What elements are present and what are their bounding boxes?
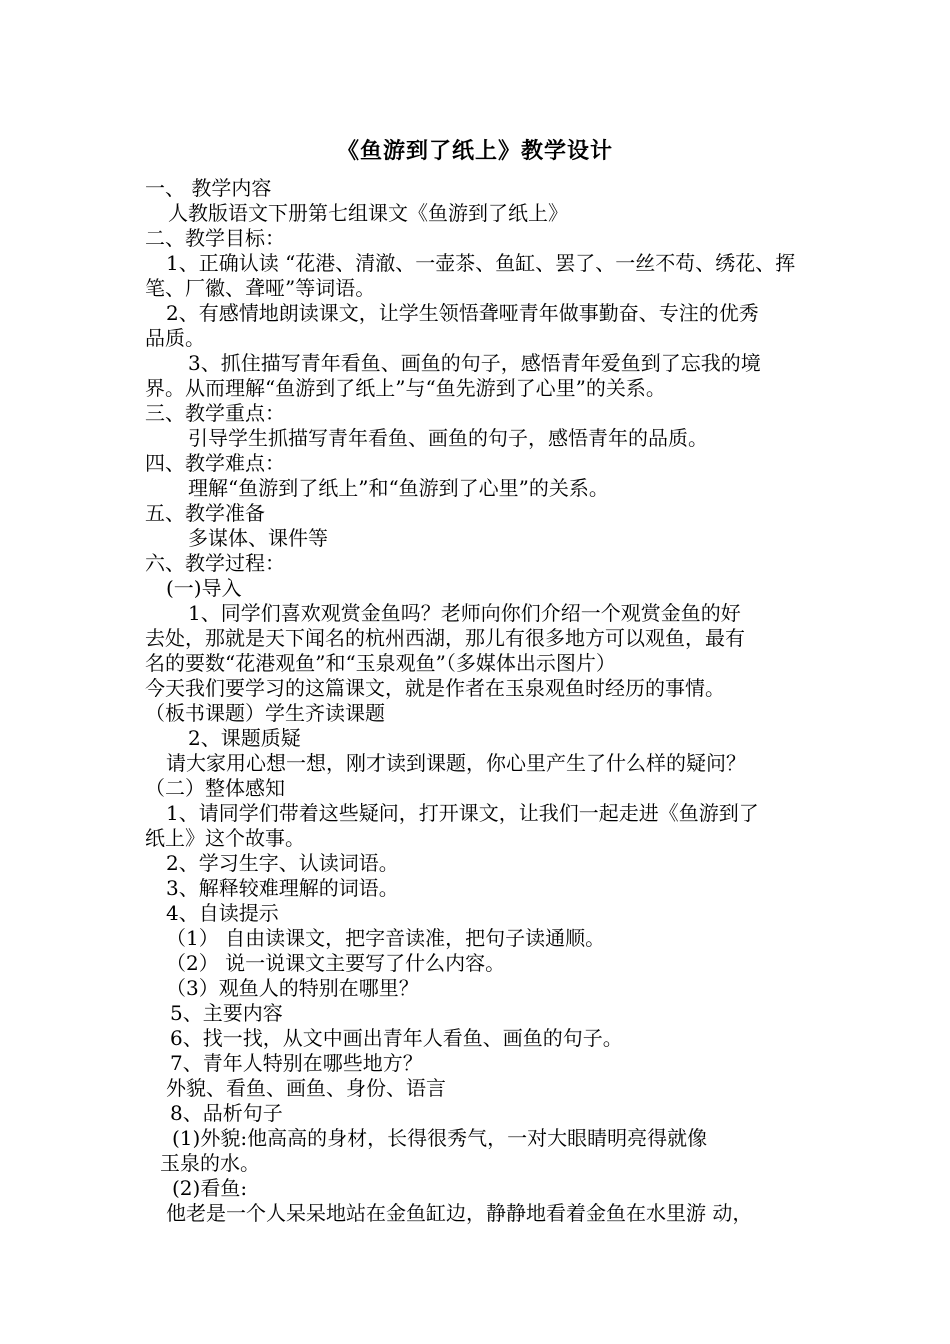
overall-item-2: 2、学习生字、认读词语。 <box>166 851 399 875</box>
section-heading-difficulties: 四、教学难点： <box>145 451 285 475</box>
section-heading-content: 一、 教学内容 <box>145 176 272 200</box>
intro-line-2: 去处，那就是天下闻名的杭州西湖，那儿有很多地方可以观鱼，最有 <box>145 626 745 650</box>
content-text: 人教版语文下册第七组课文《鱼游到了纸上》 <box>168 201 568 225</box>
overall-item-4: 4、自读提示 <box>166 901 279 925</box>
topic-question-text: 请大家用心想一想，刚才读到课题，你心里产生了什么样的疑问？ <box>166 751 746 775</box>
watching-heading: (2)看鱼: <box>172 1176 248 1200</box>
overall-item-5: 5、主要内容 <box>170 1001 283 1025</box>
overall-line-2: 纸上》这个故事。 <box>145 826 305 850</box>
objective-2-line-1: 2、有感情地朗读课文，让学生领悟聋哑青年做事勤奋、专注的优秀 <box>166 301 759 325</box>
objective-1-line-1: 1、正确认读 “花港、清澈、一壶茶、鱼缸、罢了、一丝不苟、绣花、挥 <box>166 251 796 275</box>
reading-tip-3: （3）观鱼人的特别在哪里？ <box>166 976 419 1000</box>
section-heading-preparation: 五、教学准备 <box>145 501 265 525</box>
reading-tip-1: （1） 自由读课文，把字音读准，把句子读通顺。 <box>166 926 606 950</box>
document-title: 《鱼游到了纸上》教学设计 <box>336 138 613 164</box>
overall-item-7: 7、青年人特别在哪些地方？ <box>170 1051 423 1075</box>
intro-line-1: 1、同学们喜欢观赏金鱼吗？老师向你们介绍一个观赏金鱼的好 <box>188 601 741 625</box>
reading-tip-2: （2） 说一说课文主要写了什么内容。 <box>166 951 506 975</box>
objective-3-line-2: 界。从而理解“鱼游到了纸上”与“鱼先游到了心里”的关系。 <box>145 376 666 400</box>
appearance-line-2: 玉泉的水。 <box>160 1151 260 1175</box>
overall-item-3: 3、解释较难理解的词语。 <box>166 876 399 900</box>
overall-item-6: 6、找一找，从文中画出青年人看鱼、画鱼的句子。 <box>170 1026 623 1050</box>
topic-question-heading: 2、课题质疑 <box>188 726 301 750</box>
watching-line-1: 他老是一个人呆呆地站在金鱼缸边，静静地看着金鱼在水里游 动， <box>166 1201 753 1225</box>
key-points-text: 引导学生抓描写青年看鱼、画鱼的句子，感悟青年的品质。 <box>188 426 708 450</box>
difficulties-text: 理解“鱼游到了纸上”和“鱼游到了心里”的关系。 <box>188 476 609 500</box>
appearance-line-1: (1)外貌:他高高的身材，长得很秀气，一对大眼睛明亮得就像 <box>172 1126 708 1150</box>
subsection-intro: (一)导入 <box>166 576 242 600</box>
section-heading-process: 六、教学过程： <box>145 551 285 575</box>
subsection-overall: （二）整体感知 <box>145 776 285 800</box>
intro-line-5: （板书课题）学生齐读课题 <box>145 701 385 725</box>
overall-line-1: 1、请同学们带着这些疑问，打开课文，让我们一起走进《鱼游到了 <box>166 801 759 825</box>
preparation-text: 多谋体、课件等 <box>188 526 328 550</box>
features-list: 外貌、看鱼、画鱼、身份、语言 <box>166 1076 446 1100</box>
section-heading-key-points: 三、教学重点： <box>145 401 285 425</box>
objective-2-line-2: 品质。 <box>145 326 205 350</box>
section-heading-objectives: 二、教学目标： <box>145 226 285 250</box>
objective-3-line-1: 3、抓住描写青年看鱼、画鱼的句子，感悟青年爱鱼到了忘我的境 <box>188 351 761 375</box>
intro-line-4: 今天我们要学习的这篇课文，就是作者在玉泉观鱼时经历的事情。 <box>145 676 725 700</box>
objective-1-line-2: 笔、厂徽、聋哑”等词语。 <box>145 276 376 300</box>
overall-item-8: 8、品析句子 <box>170 1101 283 1125</box>
intro-line-3: 名的要数“花港观鱼”和“玉泉观鱼”（多媒体出示图片） <box>145 651 616 675</box>
